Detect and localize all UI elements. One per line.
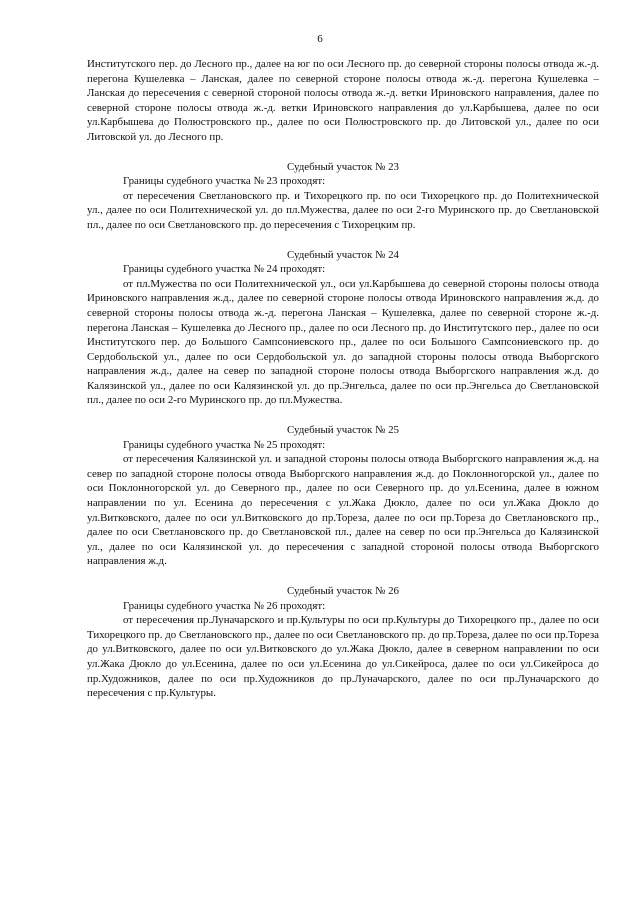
section-heading: Судебный участок № 24: [286, 248, 400, 261]
section-26: [87, 584, 599, 701]
section-heading: Судебный участок № 23: [286, 160, 400, 173]
section-heading: Судебный участок № 26: [286, 585, 400, 597]
intro-paragraph: Институтского пер. до Лесного пр., далее на юг по оси Лесного пр. до северной стороны полосы отвода ж.-д. перегона Кушелевка – Ланская, далее по северной стороне полосы отвода ж.-д. перегона Кушелевка – Ланская до пересечения с северной стороной полосы отвода ж.-д. ветки Ириновского направления, далее по северной стороне полосы отвода ж.-д. ветки Ириновского направления до ул.Карбышева, далее по оси ул.Карбышева до Полюстровского пр., далее по оси Полюстровского пр. до Литовской ул., далее по оси Литовской ул. до Лесного пр.: [87, 58, 599, 143]
section-subheading: Границы судебного участка № 26 проходят:: [123, 599, 326, 612]
document-body: [87, 57, 599, 701]
section-subheading: Границы судебного участка № 24 проходят:: [123, 263, 326, 276]
section-heading: Судебный участок № 25: [286, 424, 400, 437]
section-23: [87, 160, 599, 233]
section-text: от пересечения Калязинской ул. и западной стороны полосы отвода Выборгского направления ж.д. на север по западной стороне полосы отвода Выборгского направления ж.д. до Поклонногорской ул., далее по оси Поклонногорской ул. до Северного пр., далее по оси Северного пр. до ул.Есенина, далее в южном направлении по ул. Есенина до пересечения с ул.Жака Дюкло, далее по оси ул.Жака Дюкло до ул.Витковского, далее по оси ул.Витковского до пр.Тореза, далее по оси пр.Тореза до Светлановского пр., далее по оси Светлановского пр. до Светлановской пл., далее на север по оси пр.Энгельса до Калязинской ул., далее по оси Калязинской ул. до пересечения с западной стороной полосы отвода Выборгского направления ж.д.: [87, 453, 599, 568]
section-text: от пересечения пр.Луначарского и пр.Культуры по оси пр.Культуры до Тихорецкого пр., далее по оси Тихорецкого пр. до Светлановского пр., далее по оси Светлановского пр. до пр.Тореза, далее по оси пр.Тореза до ул.Витковского, далее по оси ул.Витковского до ул.Жака Дюкло, далее в северном направлении по оси ул.Жака Дюкло до ул.Есенина, далее по оси ул.Есенина до ул.Сикейроса, далее по оси ул.Сикейроса до пр.Художников, далее по оси пр.Художников до пр.Луначарского, далее по оси пр.Луначарского до пересечения с пр.Культуры.: [87, 614, 599, 700]
page-number: 6: [317, 33, 323, 45]
section-subheading: Границы судебного участка № 25 проходят:: [123, 438, 326, 451]
section-24: [87, 248, 599, 409]
section-text: от пересечения Светлановского пр. и Тихорецкого пр. по оси Тихорецкого пр. до Политехнической ул., далее по оси Политехнической ул. до пл.Мужества, далее по оси 2-го Муринского пр. до Светлановской пл., далее по оси Светлановского пр. до пересечения с Тихорецким пр.: [87, 189, 599, 231]
section-subheading: Границы судебного участка № 23 проходят:: [123, 175, 326, 188]
section-text: от пл.Мужества по оси Политехнической ул., оси ул.Карбышева до северной стороны полосы отвода Ириновского направления ж.д., далее по северной стороне полосы отвода Ириновского направления ж.д. до северной стороны полосы отвода ж.-д. перегона Ланская – Кушелевка, далее по северной стороне ж.-д. перегона Ланская – Кушелевка до Лесного пр., далее по оси Лесного пр. до Институтского пер., далее по оси Институтского пер. до Большого Сампсониевского пр., далее по оси Большого Сампсониевского пр. до Сердобольской ул., далее по оси Сердобольской ул. до западной стороны полосы отвода Выборгского направления ж.д., далее на север по западной стороне полосы отвода Выборгского направления ж.д. до Калязинской ул., далее по оси Калязинской ул. до пр.Энгельса, далее по оси пр.Энгельса до Светлановской пл., далее по оси 2-го Муринского пр. до пл.Мужества.: [87, 277, 599, 407]
section-25: [87, 423, 599, 569]
